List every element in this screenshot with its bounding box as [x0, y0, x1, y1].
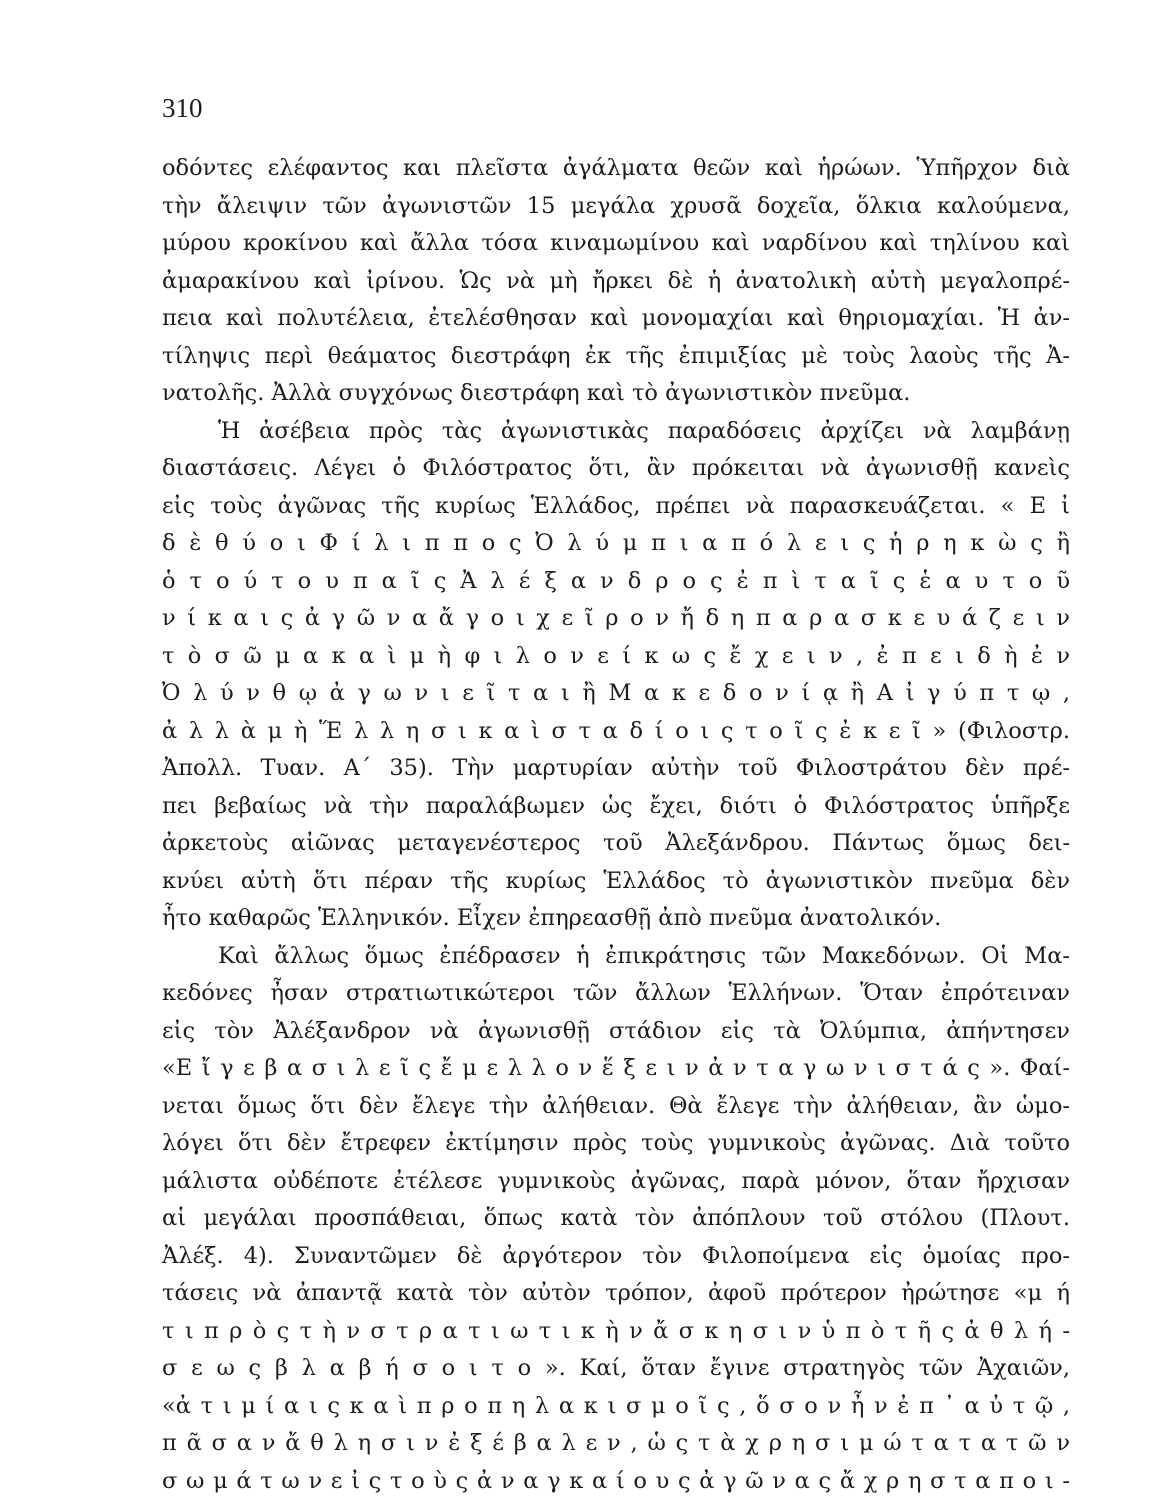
text-line: σ ε ω ς β λ α β ή σ ο ι τ ο ». Καί, ὅταν ἔγινε στρατηγὸς τῶν Ἀχαιῶν, [162, 1355, 1070, 1381]
text-line: πεια καὶ πολυτέλεια, ἐτελέσθησαν καὶ μονομαχίαι καὶ θηριομαχίαι. Ἡ ἀν- [162, 305, 1070, 331]
text-line: ὁ τ ο ύ τ ο υ π α ῖ ς Ἀ λ έ ξ α ν δ ρ ο ς ἐ π ὶ τ α ῖ ς ἑ α υ τ ο ῦ [162, 567, 1070, 594]
text-line: Ἡ ἀσέβεια πρὸς τὰς ἀγωνιστικὰς παραδόσεις ἀρχίζει νὰ λαμβάνῃ [218, 417, 1070, 444]
text-line: τίληψις περὶ θεάματος διεστράφη ἐκ τῆς ἐπιμιξίας μὲ τοὺς λαοὺς τῆς Ἀ- [162, 342, 1070, 369]
text-line: «ἀ τ ι μ ί α ι ς κ α ὶ π ρ ο π η λ α κ ι σ μ ο ῖ ς , ὅ σ ο ν ἦ ν ἐ π ᾽ α ὐ τ ῷ , [162, 1392, 1070, 1419]
text-line: κεδόνες ἦσαν στρατιωτικώτεροι τῶν ἄλλων Ἑλλήνων. Ὅταν ἐπρότειναν [162, 980, 1070, 1006]
text-line: τὴν ἄλειψιν τῶν ἀγωνιστῶν 15 μεγάλα χρυσᾶ δοχεῖα, ὅλκια καλούμενα, [162, 192, 1070, 219]
text-line: πει βεβαίως νὰ τὴν παραλάβωμεν ὡς ἔχει, διότι ὁ Φιλόστρατος ὑπῆρξε [162, 792, 1070, 819]
text-line: μύρου κροκίνου καὶ ἄλλα τόσα κιναμωμίνου καὶ ναρδίνου καὶ τηλίνου καὶ [162, 230, 1070, 256]
text-line: π ᾶ σ α ν ἄ θ λ η σ ι ν ἐ ξ έ β α λ ε ν , ὡ ς τ ὰ χ ρ η σ ι μ ώ τ α τ α τ ῶ ν [162, 1430, 1070, 1456]
body-text [162, 150, 1070, 1500]
text-line: «Ε ἴ γ ε β α σ ι λ ε ῖ ς ἔ μ ε λ λ ο ν ἕ ξ ε ι ν ἀ ν τ α γ ω ν ι σ τ ά ς ». Φαί- [162, 1055, 1070, 1081]
text-line: Ἀπολλ. Τυαν. Α΄ 35). Τὴν μαρτυρίαν αὐτὴν τοῦ Φιλοστράτου δὲν πρέ- [162, 755, 1070, 781]
text-line: ν ί κ α ι ς ἀ γ ῶ ν α ἄ γ ο ι χ ε ῖ ρ ο ν ἤ δ η π α ρ α σ κ ε υ ά ζ ε ι ν [162, 605, 1070, 631]
text-line: ἀρκετοὺς αἰῶνας μεταγενέστερος τοῦ Ἀλεξάνδρου. Πάντως ὅμως δει- [162, 830, 1070, 856]
text-line: σ ω μ ά τ ω ν ε ἰ ς τ ο ὺ ς ἀ ν α γ κ α ί ο υ ς ἀ γ ῶ ν α ς ἄ χ ρ η σ τ α π ο ι - [162, 1467, 1070, 1494]
text-line: διαστάσεις. Λέγει ὁ Φιλόστρατος ὅτι, ἂν πρόκειται νὰ ἀγωνισθῇ κανεὶς [162, 455, 1070, 481]
text-line: οδόντες ελέφαντος και πλεῖστα ἀγάλματα θεῶν καὶ ἡρώων. Ὑπῆρχον διὰ [162, 155, 1070, 181]
text-line: κνύει αὐτὴ ὅτι πέραν τῆς κυρίως Ἑλλάδος τὸ ἀγωνιστικὸν πνεῦμα δὲν [162, 867, 1070, 894]
text-line: αἱ μεγάλαι προσπάθειαι, ὅπως κατὰ τὸν ἀπόπλουν τοῦ στόλου (Πλουτ. [162, 1205, 1070, 1231]
page-number: 310 [162, 93, 203, 123]
text-line: τάσεις νὰ ἀπαντᾷ κατὰ τὸν αὐτὸν τρόπον, ἀφοῦ πρότερον ἠρώτησε «μ ή [162, 1280, 1070, 1306]
text-line: λόγει ὅτι δὲν ἔτρεφεν ἐκτίμησιν πρὸς τοὺς γυμνικοὺς ἀγῶνας. Διὰ τοῦτο [162, 1130, 1070, 1156]
text-line: ἀμαρακίνου καὶ ἰρίνου. Ὡς νὰ μὴ ἤρκει δὲ ἡ ἀνατολικὴ αὐτὴ μεγαλοπρέ- [162, 267, 1070, 294]
text-line: δ ὲ θ ύ ο ι Φ ί λ ι π π ο ς Ὀ λ ύ μ π ι α π ό λ ε ι ς ἡ ρ η κ ὼ ς ἢ [162, 530, 1070, 556]
text-line: τ ι π ρ ὸ ς τ ὴ ν σ τ ρ α τ ι ω τ ι κ ὴ ν ἄ σ κ η σ ι ν ὑ π ὸ τ ῆ ς ἀ θ λ ή - [162, 1317, 1070, 1344]
text-line: Ἀλέξ. 4). Συναντῶμεν δὲ ἀργότερον τὸν Φιλοποίμενα εἰς ὁμοίας προ- [162, 1242, 1070, 1269]
text-line: τ ὸ σ ῶ μ α κ α ὶ μ ὴ φ ι λ ο ν ε ί κ ω ς ἔ χ ε ι ν , ἐ π ε ι δ ὴ ἐ ν [162, 642, 1070, 669]
text-line: ἀ λ λ ὰ μ ὴ Ἕ λ λ η σ ι κ α ὶ σ τ α δ ί ο ι ς τ ο ῖ ς ἐ κ ε ῖ » (Φιλοστρ. [162, 717, 1070, 744]
text-line: νεται ὅμως ὅτι δὲν ἔλεγε τὴν ἀλήθειαν. Θὰ ἔλεγε τὴν ἀλήθειαν, ἂν ὡμο- [162, 1092, 1070, 1119]
text-line: Καὶ ἄλλως ὅμως ἐπέδρασεν ἡ ἐπικράτησις τῶν Μακεδόνων. Οἱ Μα- [218, 942, 1070, 969]
text-line: ἦτο καθαρῶς Ἑλληνικόν. Εἶχεν ἐπηρεασθῇ ἀπὸ πνεῦμα ἀνατολικόν. [162, 905, 942, 931]
text-line: εἰς τοὺς ἀγῶνας τῆς κυρίως Ἑλλάδος, πρέπει νὰ παρασκευάζεται. « Ε ἰ [162, 492, 1070, 519]
text-line: εἰς τὸν Ἀλέξανδρον νὰ ἀγωνισθῇ στάδιον εἰς τὰ Ὀλύμπια, ἀπήντησεν [162, 1017, 1070, 1044]
text-line: νατολῆς. Ἀλλὰ συγχόνως διεστράφη καὶ τὸ ἀγωνιστικὸν πνεῦμα. [162, 380, 911, 406]
text-line: Ὀ λ ύ ν θ ῳ ἀ γ ω ν ι ε ῖ τ α ι ἢ Μ α κ ε δ ο ν ί ᾳ ἢ Α ἰ γ ύ π τ ῳ , [162, 680, 1070, 706]
text-line: μάλιστα οὐδέποτε ἐτέλεσε γυμνικοὺς ἀγῶνας, παρὰ μόνον, ὅταν ἤρχισαν [162, 1167, 1070, 1194]
